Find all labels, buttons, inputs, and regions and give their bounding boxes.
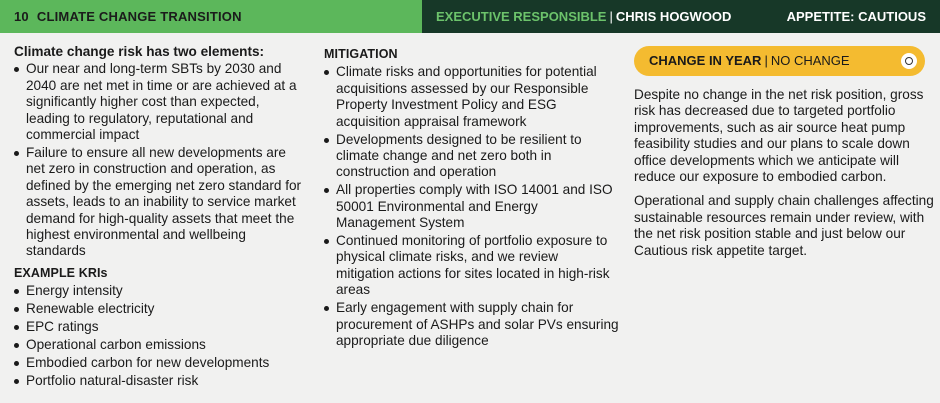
- risk-title: CLIMATE CHANGE TRANSITION: [36, 9, 242, 24]
- risk-title-bar: [0, 0, 422, 33]
- kri-list: [14, 283, 304, 389]
- commentary-paragraph: Despite no change in the net risk position, gross risk has decreased due to targeted portfolio improvements, such as air source heat pump feasibility studies and our plans to scale down office developments which we anticipate will reduce our exposure to embodied carbon.: [634, 87, 924, 185]
- list-item: Developments designed to be resilient to climate change and net zero both in construction and operation: [324, 132, 619, 181]
- executive-name: CHRIS HOGWOOD: [615, 9, 732, 24]
- change-in-year-badge: [634, 46, 925, 76]
- change-label: CHANGE IN YEAR: [649, 52, 762, 68]
- list-item: Early engagement with supply chain for procurement of ASHPs and solar PVs ensuring appropriate due diligence: [324, 300, 619, 349]
- list-item: Renewable electricity: [14, 301, 304, 317]
- change-column: [634, 44, 934, 267]
- separator: |: [764, 52, 768, 68]
- list-item: Operational carbon emissions: [14, 337, 304, 353]
- kri-heading: EXAMPLE KRIs: [14, 265, 108, 280]
- change-value: NO CHANGE: [770, 52, 850, 68]
- list-item: Energy intensity: [14, 283, 304, 299]
- risk-appetite: APPETITE: CAUTIOUS: [786, 9, 926, 24]
- mitigation-column: [324, 44, 619, 351]
- list-item: All properties comply with ISO 14001 and ISO 50001 Environmental and Energy Management System: [324, 182, 619, 231]
- list-item: Portfolio natural-disaster risk: [14, 373, 304, 389]
- list-item: Embodied carbon for new developments: [14, 355, 304, 371]
- change-text: [649, 53, 850, 69]
- list-item: Climate risks and opportunities for potential acquisitions assessed by our Responsible Property Investment Policy and ESG acquisition appraisal framework: [324, 64, 619, 130]
- mitigation-heading: MITIGATION: [324, 47, 398, 61]
- risk-description-column: [14, 44, 304, 391]
- no-change-icon: [901, 53, 917, 69]
- risk-elements-list: [14, 61, 304, 259]
- separator: |: [609, 9, 613, 24]
- risk-header: [0, 0, 940, 33]
- list-item: Our near and long-term SBTs by 2030 and 2040 are net met in time or are achieved at a significantly higher cost than expected, leading to regulatory, reputational and commercial impact: [14, 61, 304, 143]
- list-item: EPC ratings: [14, 319, 304, 335]
- commentary-paragraph: Operational and supply chain challenges affecting sustainable resources remain under review, with the net risk position stable and just below our Cautious risk appetite target.: [634, 193, 934, 258]
- responsibility-bar: [422, 0, 940, 33]
- risk-intro: Climate change risk has two elements:: [14, 44, 265, 59]
- list-item: Continued monitoring of portfolio exposure to physical climate risks, and we review mitigation actions for sites located in high-risk areas: [324, 233, 619, 299]
- executive-label: EXECUTIVE RESPONSIBLE: [436, 9, 607, 24]
- executive-responsible: [436, 9, 731, 24]
- mitigation-list: [324, 64, 619, 349]
- list-item: Failure to ensure all new developments are net zero in construction and operation, as defined by the emerging net zero standard for assets, leads to an inability to service market demand for high-quality assets that meet the highest environmental and wellbeing standards: [14, 145, 304, 260]
- risk-number: 10: [14, 9, 29, 24]
